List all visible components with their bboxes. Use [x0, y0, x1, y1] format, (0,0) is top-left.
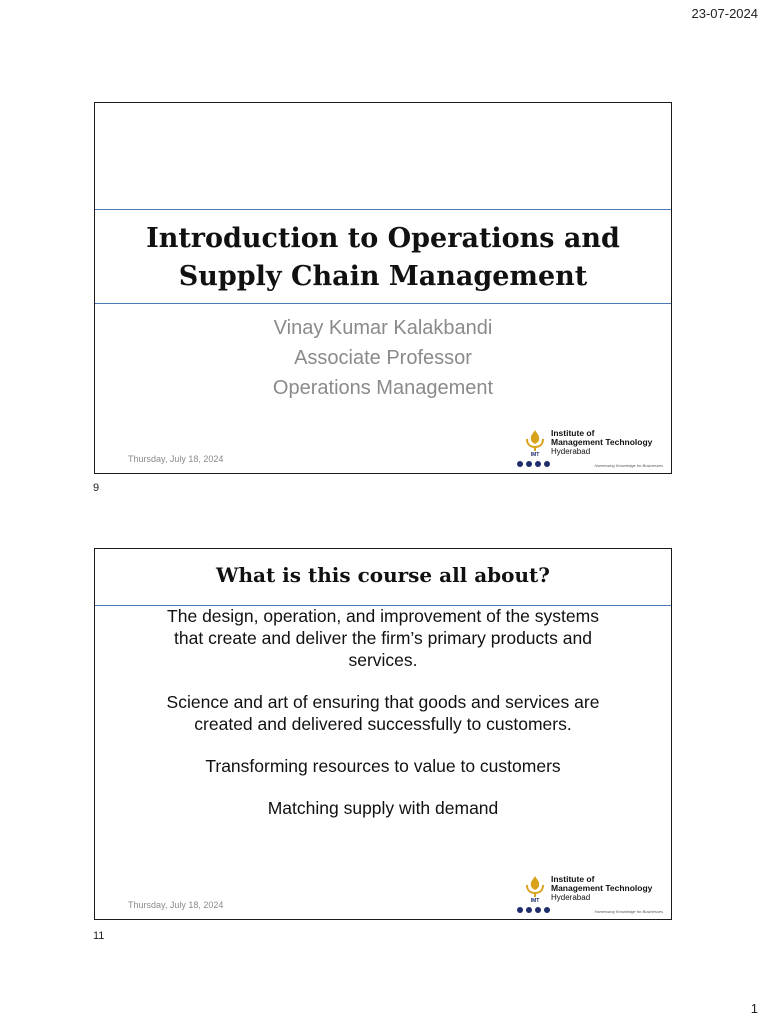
slide-number: 9 [93, 482, 100, 494]
page-date: 23-07-2024 [691, 6, 758, 21]
imt-torch-logo-icon [523, 875, 547, 903]
logo-dots [517, 907, 550, 913]
body-paragraph [115, 691, 651, 735]
presenter-name: Vinay Kumar Kalakbandi [273, 317, 493, 339]
logo-mark-text: IMT [530, 452, 540, 457]
body-paragraph [115, 605, 651, 671]
logo-tagline: Harnessing Knowledge for Businesses [594, 909, 663, 914]
title-bottom-rule [95, 303, 671, 304]
institute-logo [517, 873, 663, 917]
body-line: created and delivered successfully to customers. [194, 714, 572, 734]
slide-intro [94, 102, 672, 474]
logo-line2: Management Technology [551, 883, 653, 893]
page-number: 1 [750, 1001, 758, 1016]
body-paragraph [115, 755, 651, 777]
body-line: services. [348, 650, 418, 670]
slide-number: 11 [93, 930, 105, 942]
body-line: Science and art of ensuring that goods and services are [166, 692, 600, 712]
body-line: Transforming resources to value to customers [205, 756, 561, 776]
logo-tagline: Harnessing Knowledge for Businesses [594, 463, 663, 468]
logo-dots [517, 461, 550, 467]
body-line: The design, operation, and improvement of the systems [167, 606, 599, 626]
title-line: Supply Chain Management [178, 261, 588, 292]
title-top-rule [95, 209, 671, 210]
body-paragraph [115, 797, 651, 819]
body-line: that create and deliver the firm’s primary products and [174, 628, 592, 648]
slide-title: What is this course all about? [215, 563, 551, 587]
slide-footer-date: Thursday, July 18, 2024 [128, 454, 224, 464]
logo-text [551, 875, 652, 902]
logo-line2: Management Technology [551, 437, 653, 447]
logo-line3: Hyderabad [551, 893, 591, 902]
institute-logo [517, 427, 663, 471]
presenter-dept: Operations Management [272, 377, 494, 399]
imt-torch-logo-icon [523, 429, 547, 457]
title-line: Introduction to Operations and [146, 223, 620, 254]
logo-line1: Institute of [551, 874, 595, 884]
logo-text [551, 429, 652, 456]
slide-course-about [94, 548, 672, 920]
logo-line1: Institute of [551, 428, 595, 438]
presenter-role: Associate Professor [294, 347, 472, 369]
body-line: Matching supply with demand [267, 798, 499, 818]
logo-mark-text: IMT [530, 898, 540, 903]
slide-title [95, 220, 671, 296]
slide-footer-date: Thursday, July 18, 2024 [128, 900, 224, 910]
slide-subtitle [95, 313, 671, 403]
slide-body [115, 605, 651, 839]
logo-line3: Hyderabad [551, 447, 591, 456]
